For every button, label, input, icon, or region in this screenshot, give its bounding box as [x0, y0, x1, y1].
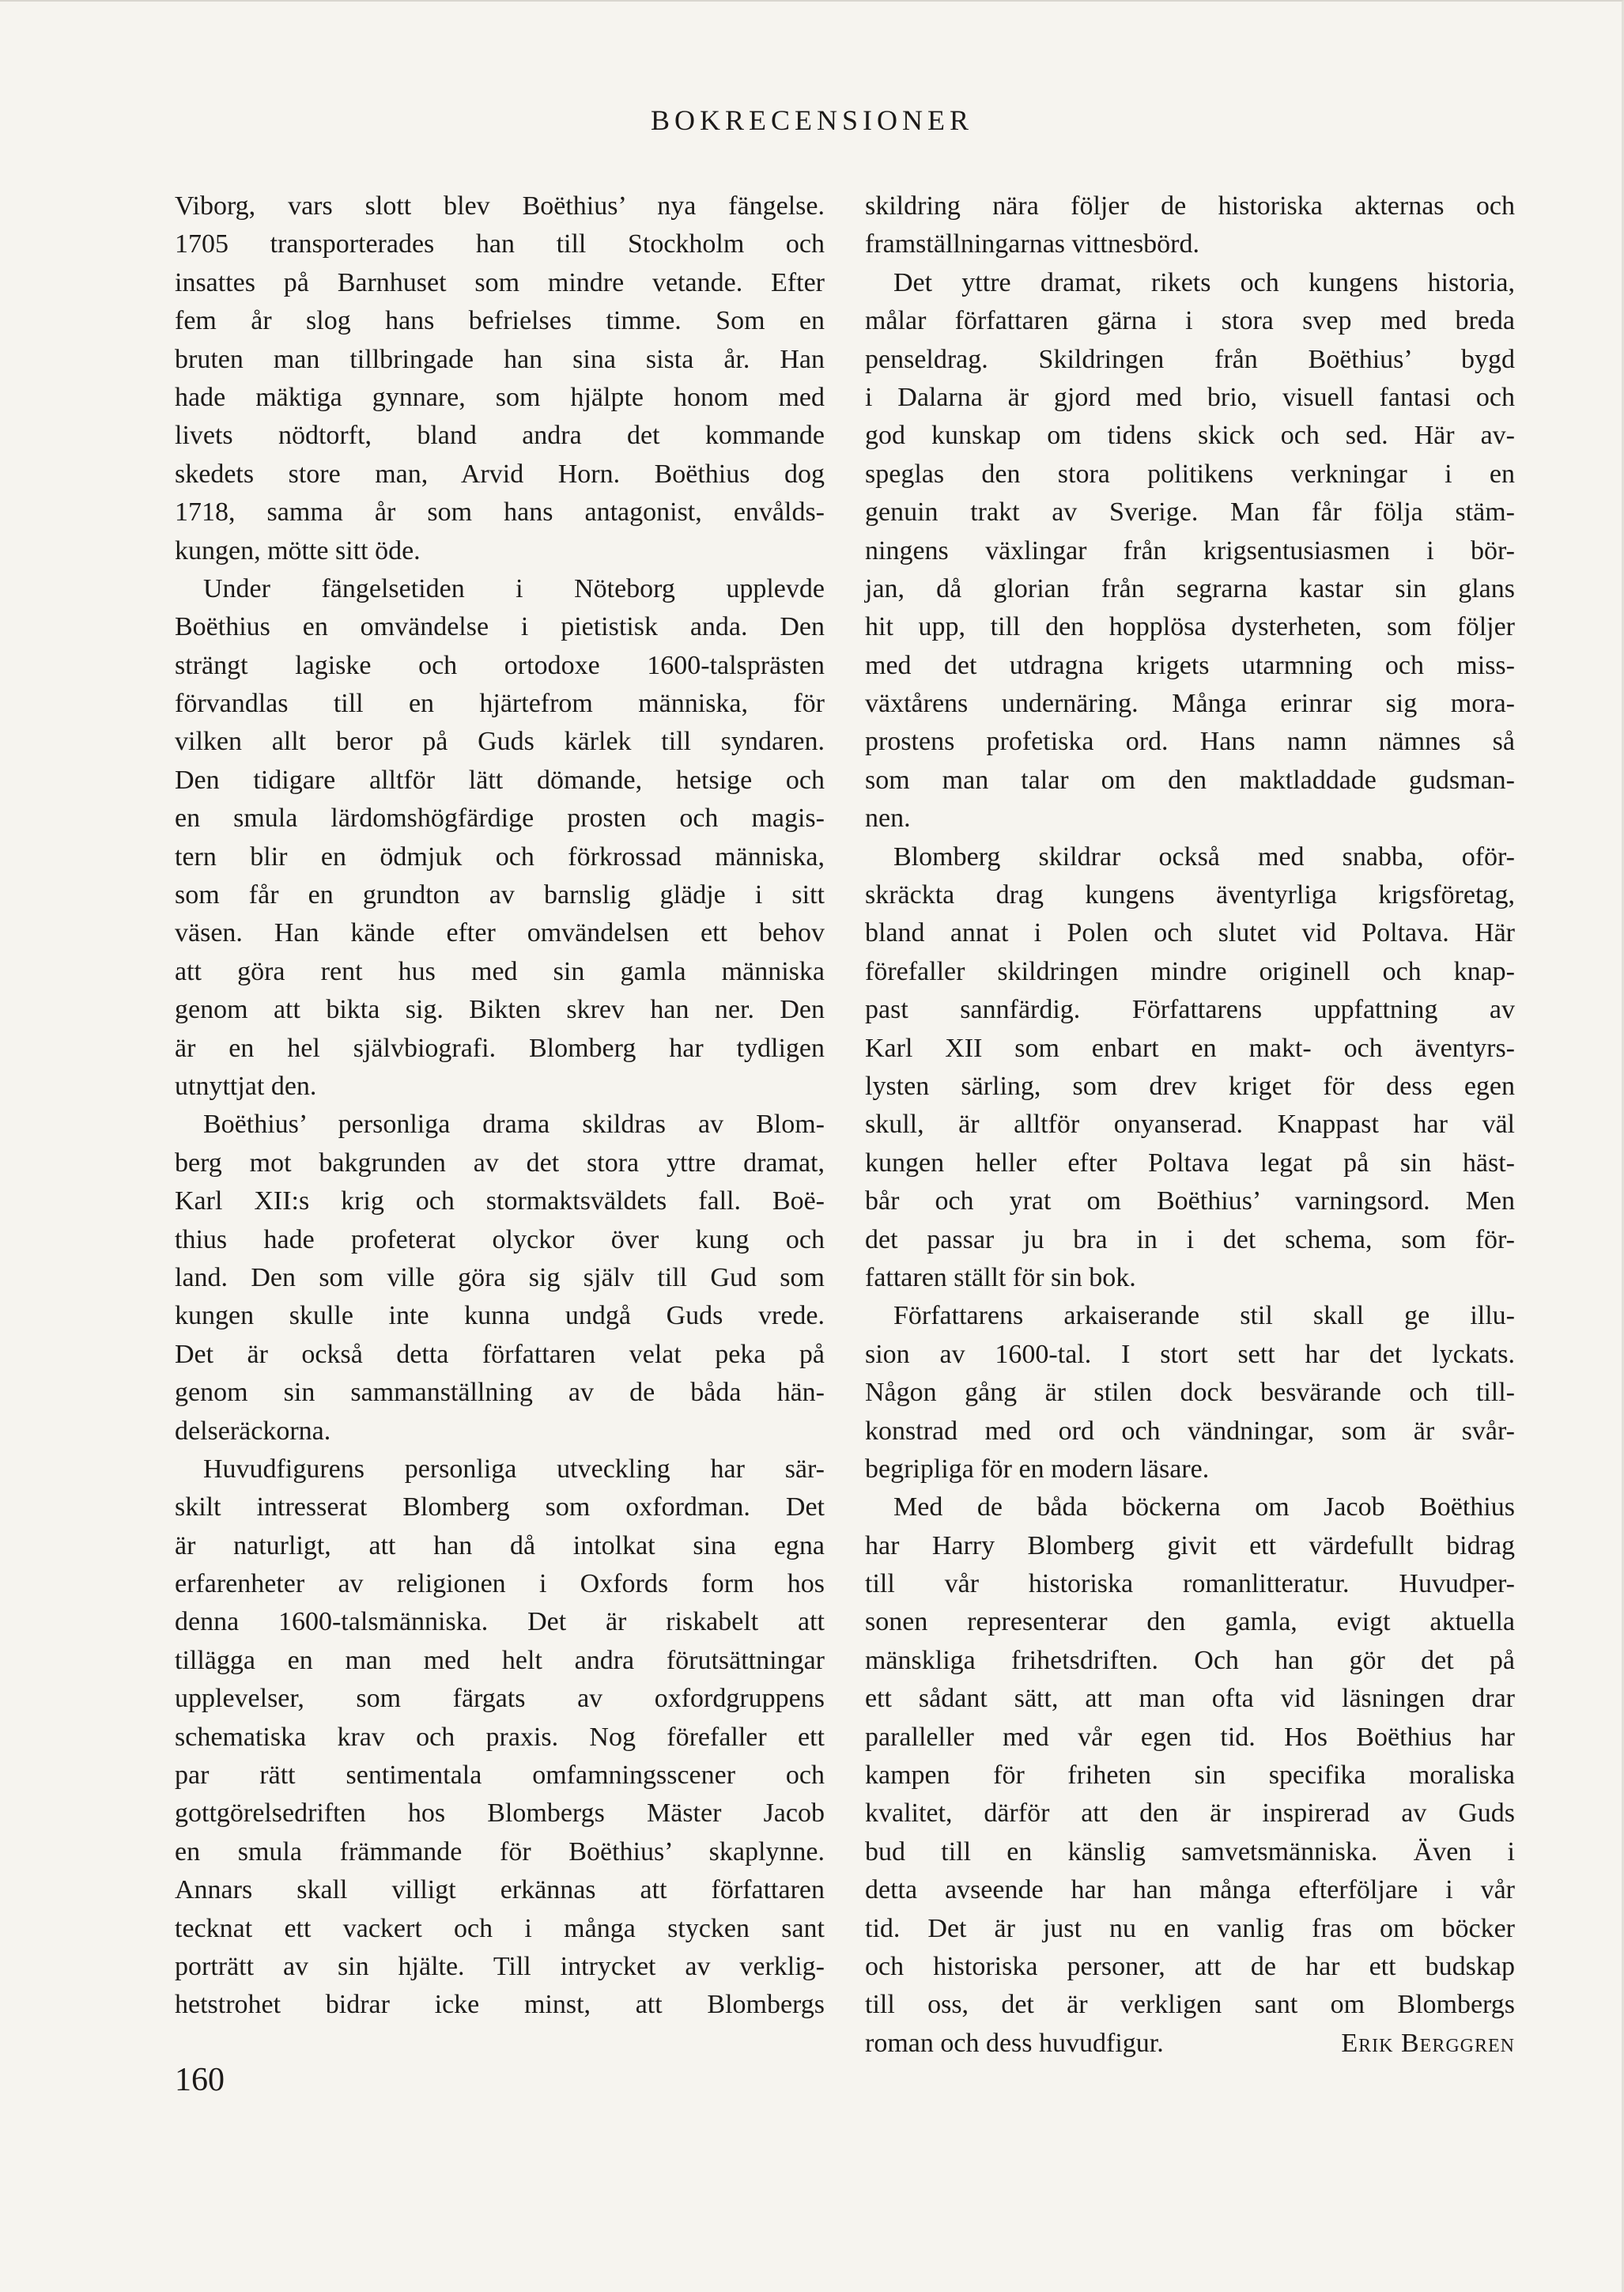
- left-line: fem år slog hans befrielses timme. Som en: [175, 306, 825, 336]
- left-line: utnyttjat den.: [175, 1071, 317, 1101]
- left-line: 1705 transporterades han till Stockholm och: [175, 229, 825, 259]
- right-line: sion av 1600-tal. I stort sett har det lyckats.: [865, 1339, 1515, 1369]
- left-line: genom sin sammanställning av de båda hän-: [175, 1378, 825, 1408]
- left-line: en smula främmande för Boëthius’ skaplynne.: [175, 1836, 825, 1867]
- left-line: förvandlas till en hjärtefrom människa, för: [175, 689, 825, 719]
- left-line: tillägga en man med helt andra förutsättningar: [175, 1645, 825, 1675]
- right-line: med det utdragna krigets utarmning och miss-: [865, 650, 1515, 680]
- right-line: fattaren ställt för sin bok.: [865, 1262, 1136, 1292]
- left-line: Annars skall villigt erkännas att författaren: [175, 1875, 825, 1905]
- left-line: upplevelser, som färgats av oxfordgruppens: [175, 1684, 825, 1714]
- right-line: bud till en känslig samvetsmänniska. Även i: [865, 1836, 1515, 1867]
- right-line: bår och yrat om Boëthius’ varningsord. Men: [865, 1186, 1515, 1216]
- left-line: erfarenheter av religionen i Oxfords form hos: [175, 1569, 825, 1599]
- left-line: Karl XII:s krig och stormaktsväldets fall. Boë-: [175, 1186, 825, 1216]
- closing-line: [865, 2025, 1515, 2063]
- right-line: till oss, det är verkligen sant om Blombergs: [865, 1990, 1515, 2020]
- left-line: thius hade profeterat olyckor över kung och: [175, 1224, 825, 1254]
- right-line: bland annat i Polen och slutet vid Poltava. Här: [865, 918, 1515, 948]
- left-line: Huvudfigurens personliga utveckling har sär-: [203, 1454, 825, 1484]
- right-line: som man talar om den maktladdade gudsman-: [865, 765, 1515, 795]
- right-line: skull, är alltför onyanserad. Knappast har väl: [865, 1110, 1515, 1140]
- right-line: detta avseende har han många efterföljare i vår: [865, 1875, 1515, 1905]
- right-line: ett sådant sätt, att man ofta vid läsningen drar: [865, 1684, 1515, 1714]
- right-line: Det yttre dramat, rikets och kungens historia,: [893, 267, 1515, 297]
- left-line: tern blir en ödmjuk och förkrossad människa,: [175, 842, 825, 872]
- left-line: tecknat ett vackert och i många stycken sant: [175, 1913, 825, 1943]
- left-line: vilken allt beror på Guds kärlek till syndaren.: [175, 727, 825, 757]
- left-line: gottgörelsedriften hos Blombergs Mäster Jacob: [175, 1798, 825, 1829]
- left-line: berg mot bakgrunden av det stora yttre dramat,: [175, 1148, 825, 1178]
- right-line: till vår historiska romanlitteratur. Huvudper-: [865, 1569, 1515, 1599]
- right-line: skräckta drag kungens äventyrliga krigsföretag,: [865, 880, 1515, 910]
- right-line: i Dalarna är gjord med brio, visuell fantasi och: [865, 382, 1515, 412]
- left-line: Boëthius’ personliga drama skildras av Blom-: [203, 1110, 825, 1140]
- right-line: Blomberg skildrar också med snabba, oför-: [893, 842, 1515, 872]
- right-line: förefaller skildringen mindre originell och knap-: [865, 956, 1515, 986]
- left-column: [175, 187, 825, 2025]
- left-line: Den tidigare alltför lätt dömande, hetsige och: [175, 765, 825, 795]
- right-line: växtårens undernäring. Många erinrar sig mora-: [865, 689, 1515, 719]
- right-line: paralleller med vår egen tid. Hos Boëthius har: [865, 1722, 1515, 1752]
- left-line: 1718, samma år som hans antagonist, envålds-: [175, 497, 825, 528]
- right-line: skildring nära följer de historiska akternas och: [865, 191, 1515, 221]
- right-line: det passar ju bra in i det schema, som för-: [865, 1224, 1515, 1254]
- left-line: bruten man tillbringade han sina sista år. Han: [175, 344, 825, 374]
- left-line: kungen, mötte sitt öde.: [175, 535, 421, 565]
- right-line: sonen representerar den gamla, evigt aktuella: [865, 1607, 1515, 1637]
- right-line: lysten särling, som drev kriget för dess egen: [865, 1071, 1515, 1101]
- right-line: ningens växlingar från krigsentusiasmen i bör-: [865, 535, 1515, 565]
- left-line: att göra rent hus med sin gamla människa: [175, 956, 825, 986]
- left-line: Under fängelsetiden i Nöteborg upplevde: [203, 573, 825, 603]
- right-line: Författarens arkaiserande stil skall ge illu-: [893, 1301, 1515, 1331]
- right-line: begripliga för en modern läsare.: [865, 1454, 1210, 1484]
- right-line: kvalitet, därför att den är inspirerad av Guds: [865, 1798, 1515, 1829]
- right-line: konstrad med ord och vändningar, som är svår-: [865, 1416, 1515, 1446]
- right-line: kungen heller efter Poltava legat på sin häst-: [865, 1148, 1515, 1178]
- left-line: skilt intresserat Blomberg som oxfordman. Det: [175, 1492, 825, 1522]
- right-line: jan, då glorian från segrarna kastar sin glans: [865, 573, 1515, 603]
- right-line: Karl XII som enbart en makt- och äventyrs-: [865, 1033, 1515, 1063]
- left-line: kungen skulle inte kunna undgå Guds vrede.: [175, 1301, 825, 1331]
- left-line: Viborg, vars slott blev Boëthius’ nya fängelse.: [175, 191, 825, 221]
- left-line: denna 1600-talsmänniska. Det är riskabelt att: [175, 1607, 825, 1637]
- page-number: 160: [175, 2062, 225, 2098]
- left-line: Boëthius en omvändelse i pietistisk anda. Den: [175, 612, 825, 642]
- left-line: par rätt sentimentala omfamningsscener och: [175, 1761, 825, 1791]
- left-line: land. Den som ville göra sig själv till Gud som: [175, 1262, 825, 1292]
- closing-line-text: roman och dess huvudfigur.: [865, 2028, 1164, 2058]
- right-column: [865, 187, 1515, 2063]
- left-line: skedets store man, Arvid Horn. Boëthius dog: [175, 459, 825, 489]
- author-signature: Erik Berggren: [1341, 2028, 1515, 2058]
- left-line: livets nödtorft, bland andra det kommande: [175, 421, 825, 451]
- left-line: genom att bikta sig. Bikten skrev han ner. Den: [175, 995, 825, 1025]
- left-line: strängt lagiske och ortodoxe 1600-talsprästen: [175, 650, 825, 680]
- left-line: porträtt av sin hjälte. Till intrycket av verklig-: [175, 1951, 825, 1981]
- right-line: mänskliga frihetsdriften. Och han gör det på: [865, 1645, 1515, 1675]
- right-line: genuin trakt av Sverige. Man får följa stäm-: [865, 497, 1515, 528]
- left-line: en smula lärdomshögfärdige prosten och magis-: [175, 804, 825, 834]
- left-line: är naturligt, att han då intolkat sina egna: [175, 1530, 825, 1560]
- right-line: past sannfärdig. Författarens uppfattning av: [865, 995, 1515, 1025]
- left-line: delseräckorna.: [175, 1416, 331, 1446]
- right-line: prostens profetiska ord. Hans namn nämnes så: [865, 727, 1515, 757]
- left-line: schematiska krav och praxis. Nog förefaller ett: [175, 1722, 825, 1752]
- right-line: kampen för friheten sin specifika moraliska: [865, 1761, 1515, 1791]
- right-line: målar författaren gärna i stora svep med breda: [865, 306, 1515, 336]
- right-column-lines: [865, 187, 1515, 2025]
- left-line: Det är också detta författaren velat peka på: [175, 1339, 825, 1369]
- right-line: speglas den stora politikens verkningar i en: [865, 459, 1515, 489]
- left-line: som får en grundton av barnslig glädje i sitt: [175, 880, 825, 910]
- right-line: framställningarnas vittnesbörd.: [865, 229, 1200, 259]
- right-line: tid. Det är just nu en vanlig fras om böcker: [865, 1913, 1515, 1943]
- right-line: hit upp, till den hopplösa dysterheten, som följer: [865, 612, 1515, 642]
- right-line: penseldrag. Skildringen från Boëthius’ bygd: [865, 344, 1515, 374]
- left-line: väsen. Han kände efter omvändelsen ett behov: [175, 918, 825, 948]
- left-line: insattes på Barnhuset som mindre vetande. Efter: [175, 267, 825, 297]
- right-line: har Harry Blomberg givit ett värdefullt bidrag: [865, 1530, 1515, 1560]
- left-line: hade mäktiga gynnare, som hjälpte honom med: [175, 382, 825, 412]
- left-line: är en hel självbiografi. Blomberg har tydligen: [175, 1033, 825, 1063]
- right-line: Någon gång är stilen dock besvärande och till-: [865, 1378, 1515, 1408]
- right-line: god kunskap om tidens skick och sed. Här av-: [865, 421, 1515, 451]
- left-line: hetstrohet bidrar icke minst, att Blombergs: [175, 1990, 825, 2020]
- right-line: Med de båda böckerna om Jacob Boëthius: [893, 1492, 1515, 1522]
- running-head: BOKRECENSIONER: [650, 104, 974, 136]
- right-line: och historiska personer, att de har ett budskap: [865, 1951, 1515, 1981]
- right-line: nen.: [865, 804, 911, 834]
